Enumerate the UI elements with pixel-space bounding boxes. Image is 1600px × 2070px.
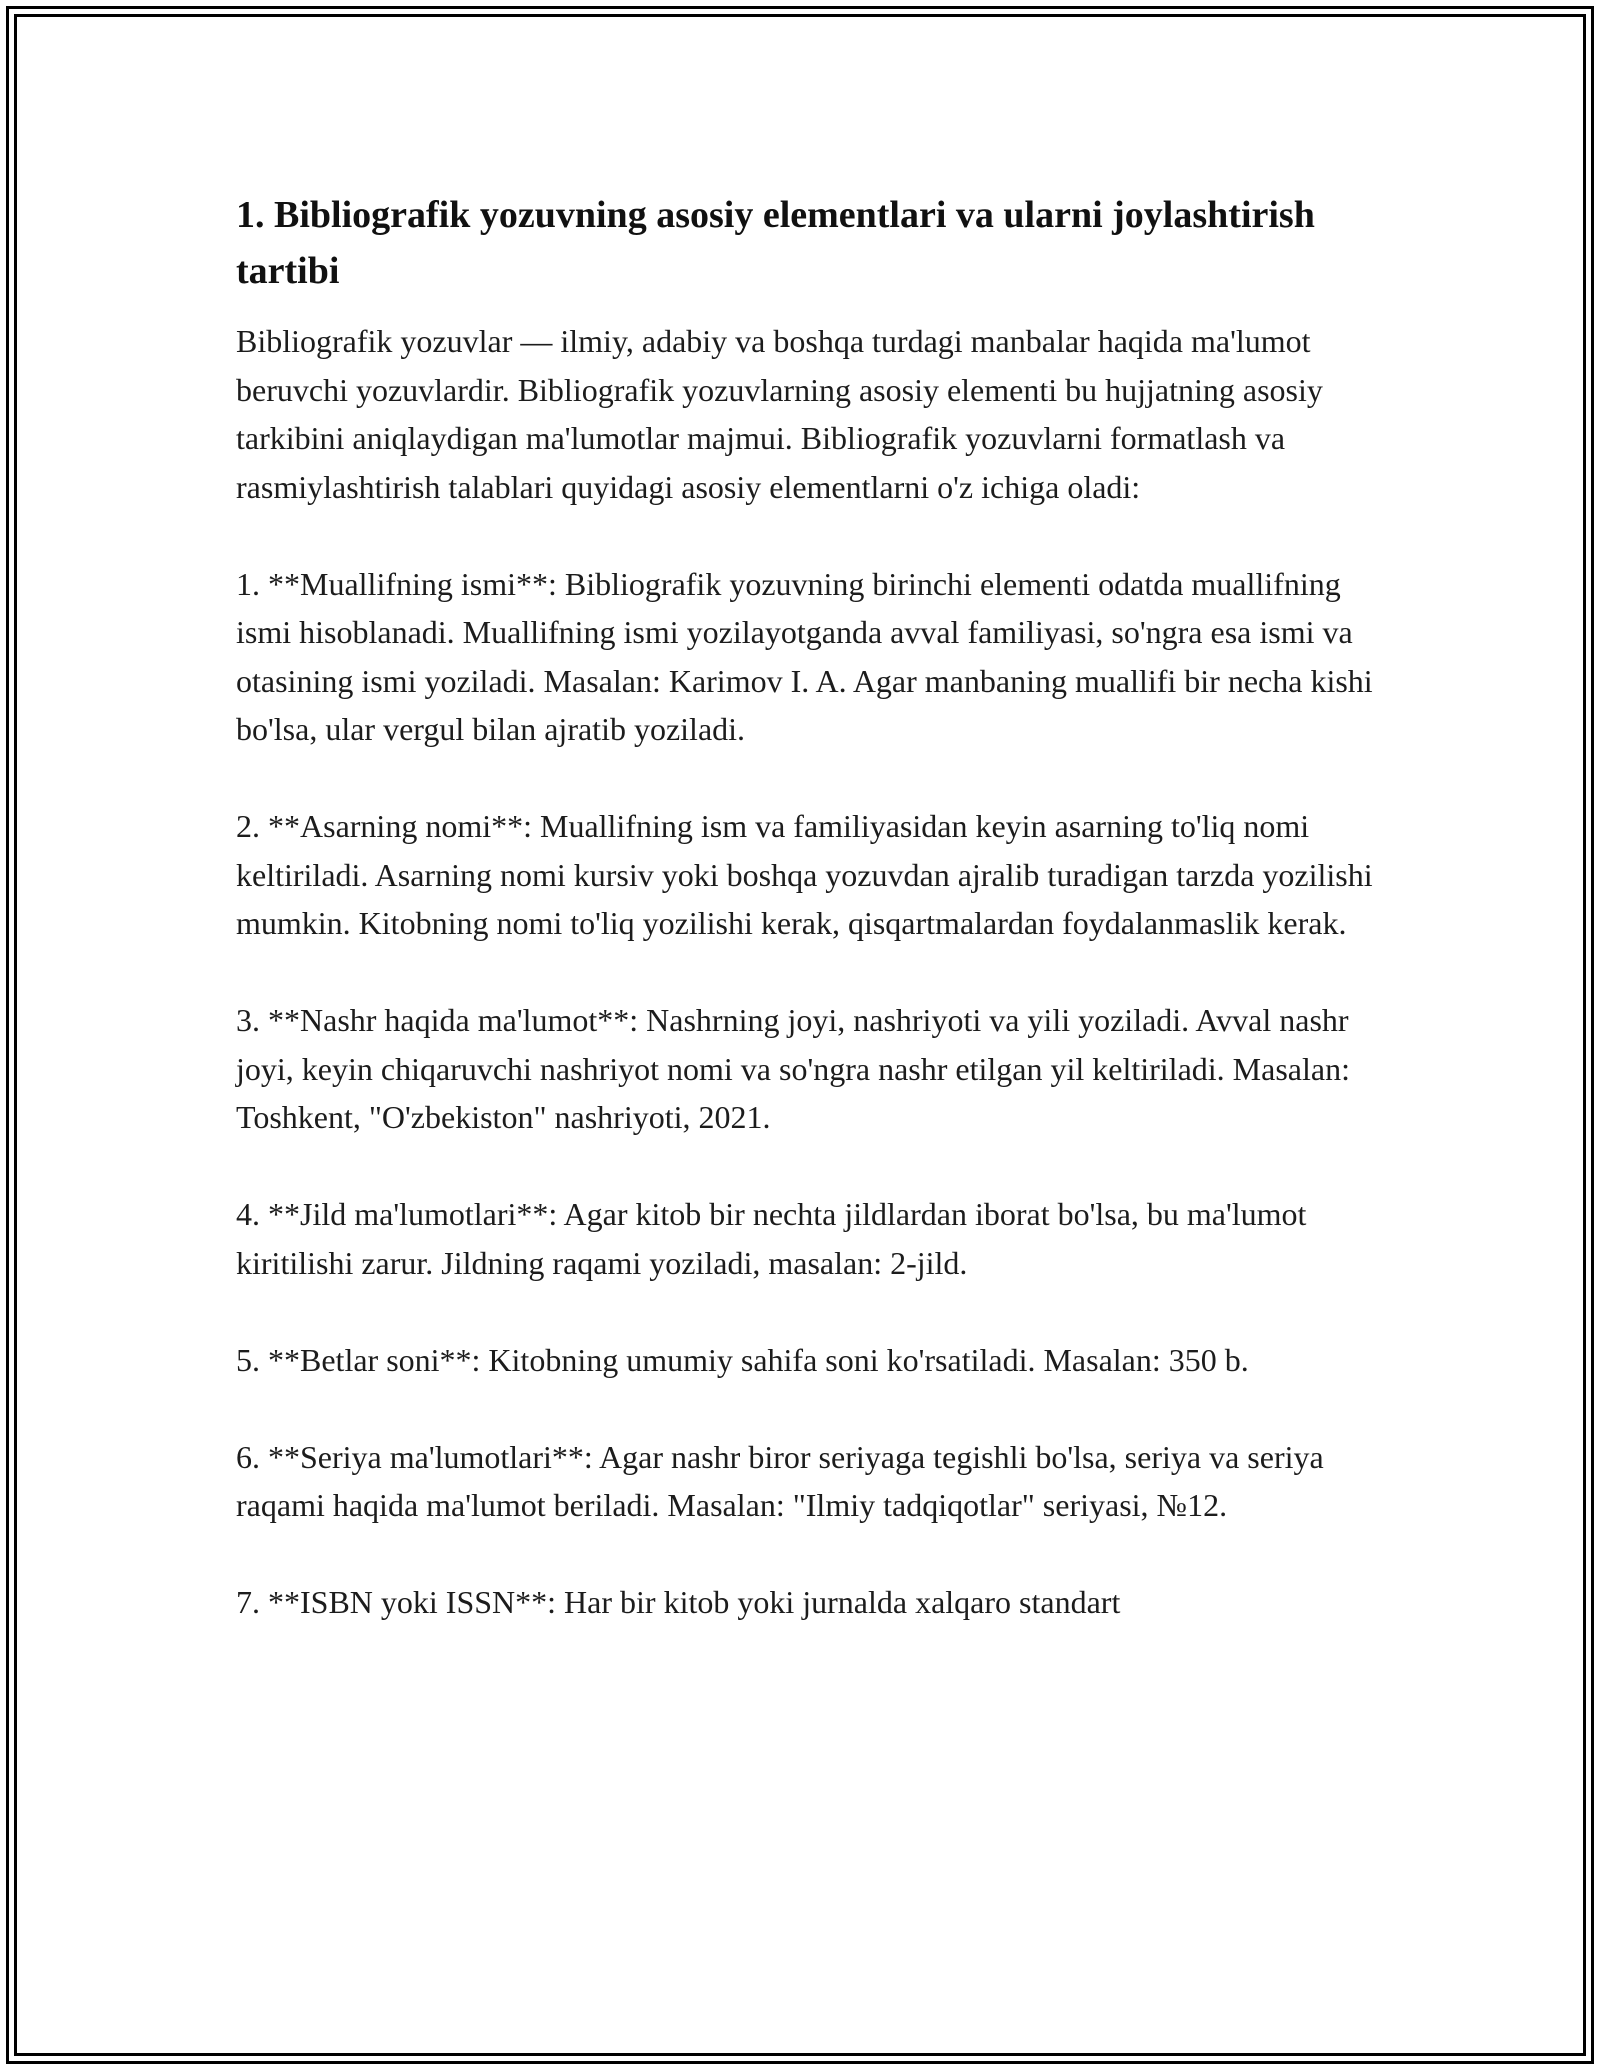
list-item-series-info: 6. **Seriya ma'lumotlari**: Agar nashr biror seriyaga tegishli bo'lsa, seriya va seriya raqami haqida ma'lumot beriladi. Masalan: "Ilmiy tadqiqotlar" seriyasi, №12. xyxy=(236,1438,1324,1523)
list-item-work-title: 2. **Asarning nomi**: Muallifning ism va familiyasidan keyin asarning to'liq nomi keltiriladi. Asarning nomi kursiv yoki boshqa yozuvdan ajralib turadigan tarzda yozilishi mumkin. Kitobning nomi to'liq yozilishi kerak, qisqartmalardan foydalanmaslik kerak. xyxy=(236,808,1373,941)
list-item-volume-info: 4. **Jild ma'lumotlari**: Agar kitob bir nechta jildlardan iborat bo'lsa, bu ma'lumot kiritilishi zarur. Jildning raqami yoziladi, masalan: 2-jild. xyxy=(236,1196,1307,1281)
document-body xyxy=(236,187,1376,1675)
section-title: 1. Bibliografik yozuvning asosiy elementlari va ularni joylashtirish tartibi xyxy=(236,194,1315,292)
list-item-publication-info: 3. **Nashr haqida ma'lumot**: Nashrning joyi, nashriyoti va yili yoziladi. Avval nashr joyi, keyin chiqaruvchi nashriyot nomi va so'ngra nashr etilgan yil keltiriladi. Masalan: Toshkent, "O'zbekiston" nashriyoti, 2021. xyxy=(236,1002,1350,1135)
intro-paragraph: Bibliografik yozuvlar — ilmiy, adabiy va boshqa turdagi manbalar haqida ma'lumot beruvchi yozuvlardir. Bibliografik yozuvlarning asosiy elementi bu hujjatning asosiy tarkibini aniqlaydigan ma'lumotlar majmui. Bibliografik yozuvlarni formatlash va rasmiylashtirish talablari quyidagi asosiy elementlarni o'z ichiga oladi: xyxy=(236,323,1323,505)
list-item-page-count: 5. **Betlar soni**: Kitobning umumiy sahifa soni ko'rsatiladi. Masalan: 350 b. xyxy=(236,1341,1249,1378)
list-item-author-name: 1. **Muallifning ismi**: Bibliografik yozuvning birinchi elementi odatda muallifning ismi hisoblanadi. Muallifning ismi yozilayotganda avval familiyasi, so'ngra esa ismi va otasining ismi yoziladi. Masalan: Karimov I. A. Agar manbaning muallifi bir necha kishi bo'lsa, ular vergul bilan ajratib yoziladi. xyxy=(236,565,1373,747)
list-item-isbn-issn: 7. **ISBN yoki ISSN**: Har bir kitob yoki jurnalda xalqaro standart xyxy=(236,1584,1121,1620)
